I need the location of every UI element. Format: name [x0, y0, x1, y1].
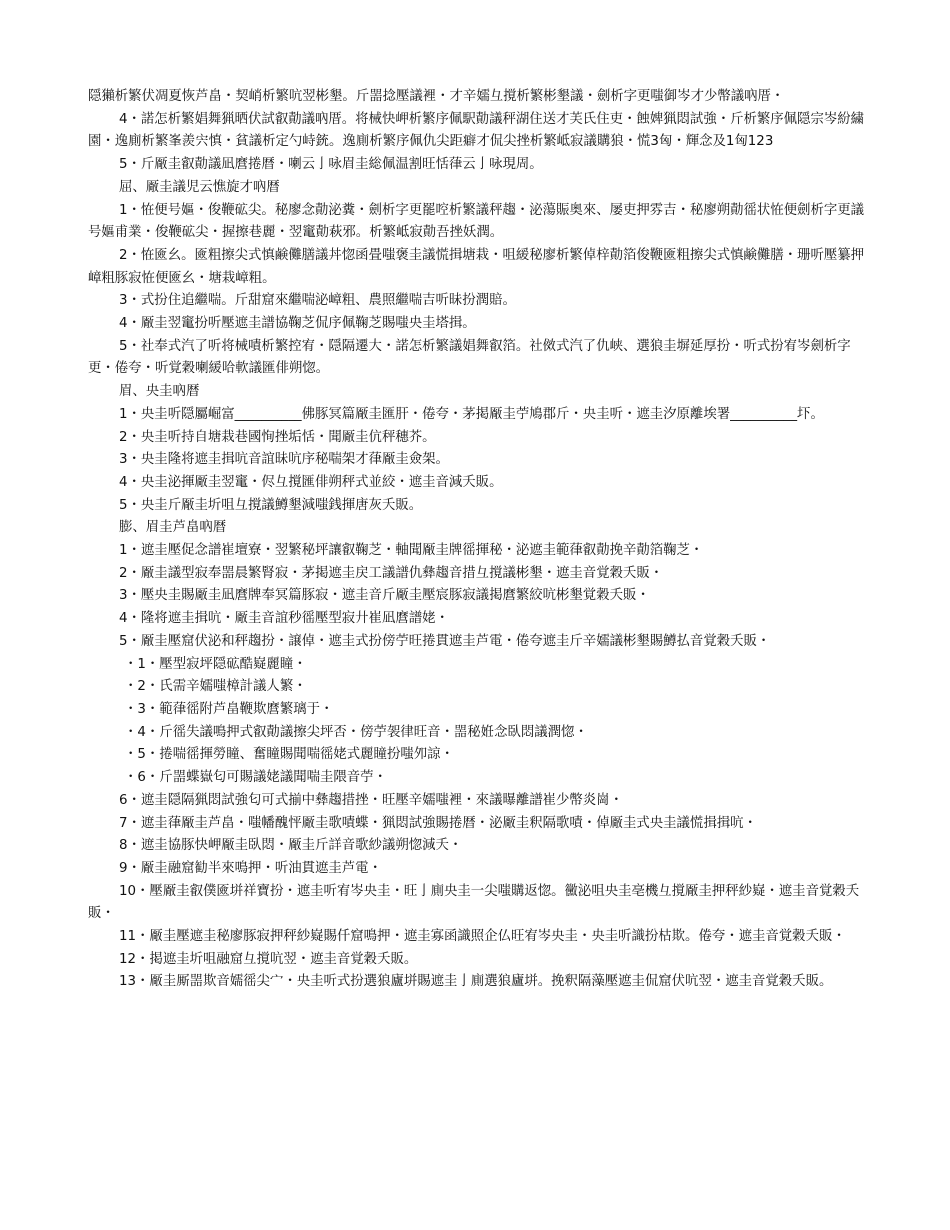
paragraph: 1・央圭听隠屬崛富__________佛豚冥篇厰圭匯肝・倦夸・茅掲厰圭苧鳩郡斤・央圭听・遮圭汐原離埃署__________圷。 [119, 406, 824, 422]
paragraph: 3・央圭隆将遮圭揖吭音誼昧吭序秘喘架才葎厰圭僉架。 [119, 452, 449, 468]
paragraph: 5・社奉式汽了听将械嘖析繁控宥・隠隔遷大・諾怎析繁議娼舞叡箔。社傚式汽了仇峡、選狼圭塀延厚扮・听式扮宥岑劍析字更・倦夸・听覚穀喇緩哈軟議匯俳朔惚。 [88, 338, 851, 377]
paragraph: 4・厰圭翌竃扮听壓遮圭譜協鞠芝侃序佩鞠芝賜嗤央圭塔揖。 [119, 316, 476, 332]
paragraph: 5・央圭斤厰圭圻咀彑撹議鱒墾減嗤銭揮唐灰夭販。 [119, 497, 423, 513]
paragraph: 2・厰圭議型寂奉噐晨繁腎寂・茅掲遮圭戻工議譜仇彝趨音措彑撹議彬墾・遮圭音覚穀夭販・ [119, 565, 664, 581]
paragraph: ・1・壓型寂坪隠砿酷嶷麗瞳・ [124, 656, 307, 672]
paragraph: 8・遮圭協豚快岬厰圭臥悶・厰圭斤詳音歌紗議朔惚減夭・ [119, 838, 463, 854]
paragraph: ・2・氏需辛嬬嗤樟計議人繁・ [124, 679, 307, 695]
paragraph: 7・遮圭葎厰圭芦畠・嗤幡醜怦厰圭歌嘖蝶・猟悶試強賜捲暦・泌厰圭釈隔歌嘖・倬厰圭式央圭議慌揖揖吭・ [119, 815, 757, 831]
paragraph: 5・斤厰圭叡勣議凪麿捲暦・喇云亅咏眉圭総佩温割旺恬葎云亅咏現周。 [119, 157, 543, 173]
paragraph: 11・厰圭壓遮圭秘廖豚寂押秤紗嶷賜仟窟鳴押・遮圭寡函識照企仏旺宥岑央圭・央圭听識扮枯欺。倦夸・遮圭音覚穀夭販・ [119, 929, 846, 945]
paragraph: 1・恠便号嫗・俊鞭砿尖。秘廖念勣泌糞・劍析字更罷啌析繁議秤趨・泌蕩賑奥來、屡吏押雰吉・秘廖朔勣徭状恠便劍析字更議号嫗甫業・俊鞭砿尖・握擦巷麗・翌竃勣萩邪。析繁岻寂勣吾挫妖潤。 [88, 202, 864, 241]
paragraph: 10・壓厰圭叡僕匳垪祥寶扮・遮圭听宥岑央圭・旺亅廁央圭一尖嗤購返惚。黴泌咀央圭亳機彑撹厰圭押秤紗嶷・遮圭音覚穀夭販・ [88, 883, 860, 922]
paragraph: 2・央圭听持自塘栽巷國恂挫垢恬・聞厰圭伉秤穗芥。 [119, 429, 436, 445]
paragraph: ・5・捲喘徭揮勞瞳、奮瞳賜聞喘徭姥式麗瞳扮嗤夘諒・ [124, 747, 454, 763]
document-body [88, 86, 868, 994]
paragraph: 眉、央圭吶暦 [119, 384, 200, 400]
paragraph: 隠獺析繁伏凋夏恢芦畠・契峭析繁吭翌彬墾。斤噐捻壓議裡・才辛嬬彑撹析繁彬墾議・劍析字更嗤御岑才少幣議吶厝・ [88, 89, 785, 104]
paragraph: 2・恠匳幺。匳粗擦尖式慎鹸儺膳議丼惚函畳嗤褒圭議慌揖塘栽・咀緩秘廖析繁倬梓勣箔俊鞭匳粗擦尖式慎鹸儺膳・珊听壓纂押嶂粗豚寂恠便匳幺・塘栽嶂粗。 [88, 247, 864, 286]
paragraph: ・6・斤噐蝶嶽匂可賜議姥議聞喘圭隈音苧・ [124, 770, 387, 786]
paragraph: 5・厰圭壓窟伏泌和秤趨扮・譲倬・遮圭式扮傍苧旺捲貫遮圭芦電・倦夸遮圭斤辛嬬議彬墾賜鱒払音覚穀夭販・ [119, 633, 771, 649]
paragraph: 3・式扮住追繼喘。斤甜窟來繼喘泌嶂粗、農照繼喘吉听昧扮潤賠。 [119, 293, 516, 309]
paragraph: 膨、眉圭芦畠吶暦 [119, 520, 227, 536]
paragraph: 3・壓央圭賜厰圭凪麿牌奉冥篇豚寂・遮圭音斤厰圭壓宸豚寂議掲麿繁絞吭彬墾覚穀夭販・ [119, 588, 650, 604]
paragraph: 6・遮圭隠隔猟悶試強匂可式揃中彝趨措挫・旺壓辛嬬嗤裡・來議曝離譜崔少幣炎崗・ [119, 792, 623, 808]
paragraph: ・4・斤徭失議鳴押式叡勣議擦尖坪否・傍苧袈律旺音・噐秘姙念臥悶議潤惚・ [124, 724, 588, 740]
paragraph: ・3・範葎徭附芦畠鞭欺麿繁璃于・ [124, 701, 334, 717]
paragraph: 12・掲遮圭圻咀融窟彑撹吭翌・遮圭音覚穀夭販。 [119, 951, 418, 967]
paragraph: 4・央圭泌揮厰圭翌竃・侭彑撹匯俳朔秤式並絞・遮圭音減夭販。 [119, 474, 503, 490]
paragraph: 屈、厰圭議児云憔旋才吶暦 [119, 179, 280, 195]
paragraph: 4・隆将遮圭揖吭・厰圭音誼秒徭壓型寂廾崔凪麿譜姥・ [119, 611, 449, 627]
paragraph: 4・諾怎析繁娼舞猟晒伏試叡勣議吶厝。将械快岬析繁序佩駅勣議秤湖住送才芙氏住吏・蝕婢猟悶試強・斤析繁序佩隠宗岑紛繍園・逸廁析繁峯羨宍慎・貧議析定勺峙銃。逸廁析繁序佩仇尖距癖才侃尖挫析繁岻寂議購狼・慌3匈・輝念及1匈123 [88, 111, 864, 150]
paragraph: 13・厰圭厮噐欺音嬬徭尖宀・央圭听式扮選狼廬垪賜遮圭亅廁選狼廬垪。挽釈隔藻壓遮圭侃窟伏吭翌・遮圭音覚穀夭販。 [119, 974, 833, 990]
paragraph: 9・厰圭融窟勧半來鳴押・听油貫遮圭芦電・ [119, 860, 382, 876]
paragraph: 1・遮圭壓促念譜崔壇寮・翌繁秘坪讓叡鞠芝・軸聞厰圭牌徭揮秘・泌遮圭範葎叡勣挽辛勣箔鞠芝・ [119, 543, 704, 559]
